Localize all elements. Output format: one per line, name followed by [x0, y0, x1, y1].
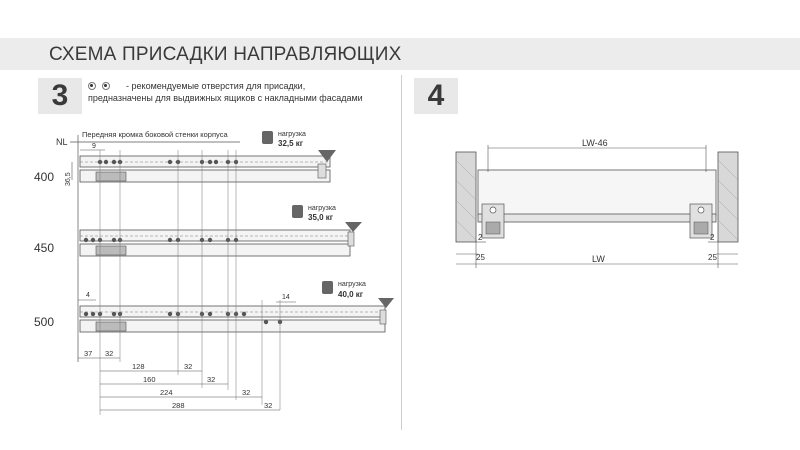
nl-label: NL	[56, 137, 68, 147]
cabinet-wall-left	[456, 152, 476, 242]
dim-32-a: 32	[105, 349, 114, 358]
rail-size-500: 500	[34, 315, 55, 329]
dim-36-5: 36,5	[65, 172, 72, 186]
dim-2-left: 2	[478, 233, 483, 242]
dim-224: 224	[160, 388, 173, 397]
dim-lw: LW	[592, 254, 605, 264]
rail-500	[34, 281, 394, 332]
page-title: СХЕМА ПРИСАДКИ НАПРАВЛЯЮЩИХ	[49, 44, 402, 65]
dim-32-d: 32	[242, 388, 251, 397]
rail-size-400: 400	[34, 170, 55, 184]
rail-mechanism-left	[482, 204, 504, 238]
rail-mechanism-right	[690, 204, 712, 238]
weight-icon	[322, 281, 333, 294]
weight-icon	[292, 205, 303, 218]
step-badge-3: 3	[38, 78, 82, 114]
legend-text-1: рекомендуемые отверстия для присадки,	[131, 81, 306, 91]
dim-32-e: 32	[264, 401, 273, 410]
dim-288: 288	[172, 401, 185, 410]
dim-lw-46: LW-46	[582, 138, 608, 148]
step-badge-4: 4	[414, 78, 458, 114]
legend-line-2: предназначены для выдвижных ящиков с накладными фасадами	[88, 93, 363, 103]
rail-450	[34, 205, 362, 256]
dim-25-right: 25	[708, 253, 717, 262]
dim-32-c: 32	[207, 375, 216, 384]
dim-14: 14	[282, 294, 290, 301]
load-label-400: нагрузка	[278, 131, 306, 138]
dim-128: 128	[132, 362, 145, 371]
drawer-section-diagram	[401, 0, 800, 450]
cabinet-wall-right	[718, 152, 738, 242]
dim-160: 160	[143, 375, 156, 384]
drawer-box	[478, 170, 716, 216]
rail-size-450: 450	[34, 241, 55, 255]
load-label-500: нагрузка	[338, 281, 366, 288]
front-edge-label: Передняя кромка боковой стенки корпуса	[82, 130, 228, 139]
dim-4: 4	[86, 292, 90, 299]
dim-25-left: 25	[476, 253, 485, 262]
dim-9: 9	[92, 143, 96, 150]
drawer-bottom	[478, 214, 716, 222]
dim-2-right: 2	[710, 233, 715, 242]
dim-37: 37	[84, 349, 93, 358]
load-value-400: 32,5 кг	[278, 139, 304, 148]
load-value-500: 40,0 кг	[338, 290, 364, 299]
load-value-450: 35,0 кг	[308, 213, 334, 222]
dim-32-b: 32	[184, 362, 193, 371]
weight-icon	[262, 131, 273, 144]
load-label-450: нагрузка	[308, 205, 336, 212]
legend-dash: -	[126, 81, 129, 91]
